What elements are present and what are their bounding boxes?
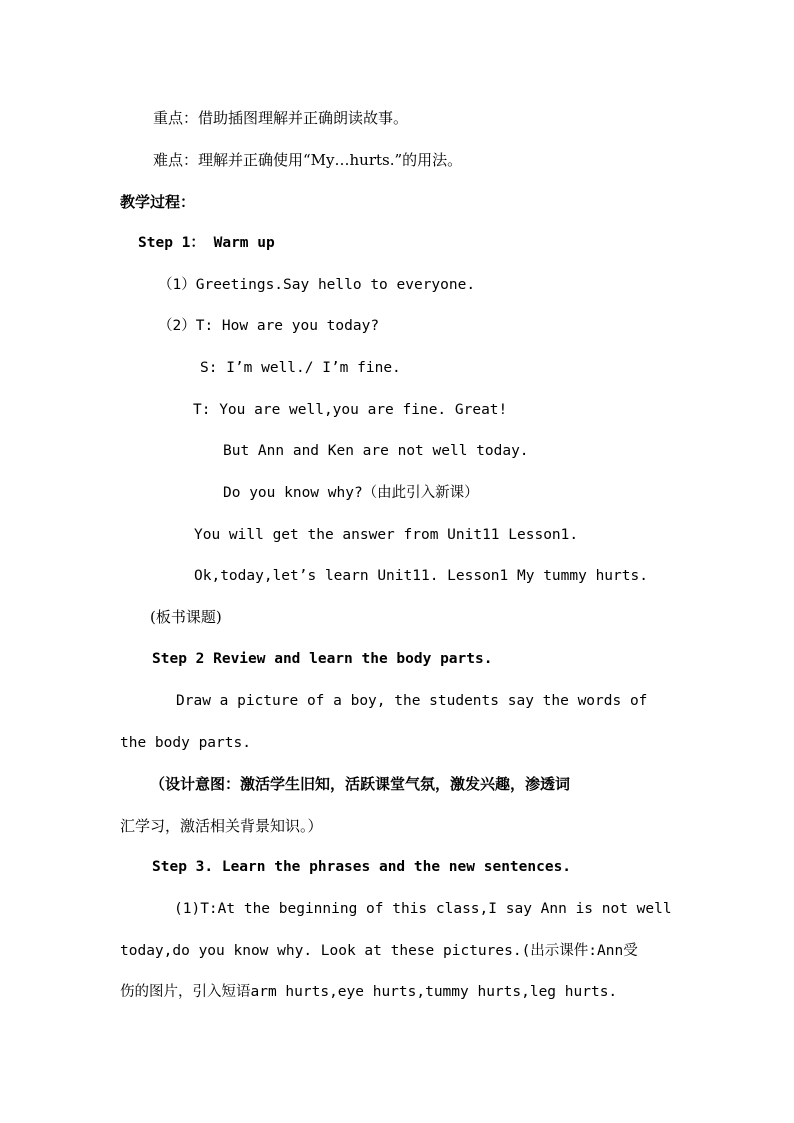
paragraph-line: (1)T:At the beginning of this class,I say Ann is not well [174,901,672,917]
paragraph-line: （2）T: How are you today? [158,318,380,334]
paragraph-line: Draw a picture of a boy, the students say the words of [176,693,648,709]
paragraph-line: the body parts. [120,735,251,751]
step-2-heading: Step 2 Review and learn the body parts. [152,651,493,667]
paragraph-line: S: I’m well./ I’m fine. [200,360,401,376]
paragraph-line: But Ann and Ken are not well today. [223,443,529,459]
paragraph-line: Do you know why?（由此引入新课） [223,485,479,501]
difficult-point-line: 难点：理解并正确使用“My…hurts.”的用法。 [153,151,463,169]
paragraph-line: Ok,today,let’s learn Unit11. Lesson1 My tummy hurts. [194,568,648,584]
paragraph-line: （1）Greetings.Say hello to everyone. [158,277,476,293]
paragraph-line: You will get the answer from Unit11 Lesson1. [194,527,579,543]
paragraph-line: 伤的图片，引入短语arm hurts,eye hurts,tummy hurts,leg hurts. [120,984,618,1000]
key-point-line: 重点：借助插图理解并正确朗读故事。 [153,109,409,127]
step-1-heading: Step 1： Warm up [138,235,275,251]
paragraph-line: (板书课题) [150,608,222,626]
step-3-heading: Step 3. Learn the phrases and the new sentences. [152,859,572,875]
section-heading-teaching-process: 教学过程： [120,193,196,211]
design-intent-line: （设计意图：激活学生旧知，活跃课堂气氛，激发兴趣，渗透词 [150,775,571,793]
paragraph-line: today,do you know why. Look at these pictures.(出示课件:Ann受 [120,943,638,959]
design-intent-line: 汇学习，激活相关背景知识。） [120,817,323,835]
paragraph-line: T: You are well,you are fine. Great! [193,402,508,418]
